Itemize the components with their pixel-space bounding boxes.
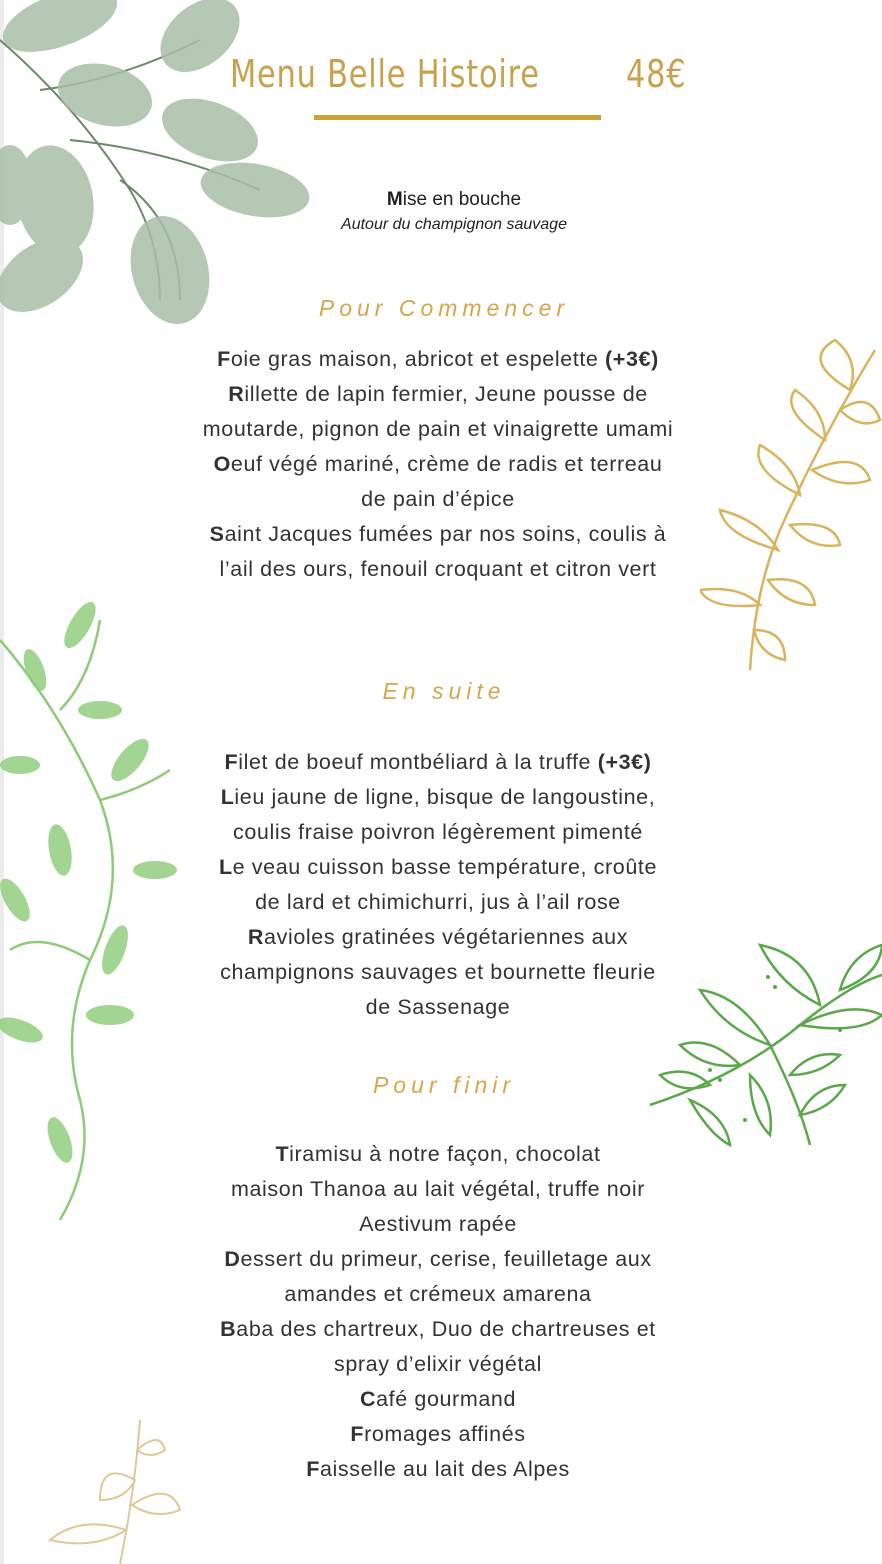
dish-initial: R — [247, 925, 265, 949]
dish-initial: O — [213, 452, 231, 476]
amuse-bouche-label — [254, 187, 654, 213]
dish-item — [160, 377, 716, 447]
menu-title: Menu Belle Histoire — [230, 52, 540, 96]
dish-text: ise en bouche — [402, 189, 522, 210]
desserts-list — [170, 1137, 706, 1487]
dish-initial: C — [359, 1387, 377, 1411]
dish-text: e veau cuisson basse température, croûte de lard et chimichurri, jus à l’ail rose — [232, 855, 658, 914]
dish-text: afé gourmand — [376, 1387, 516, 1411]
mains-list — [170, 745, 706, 1025]
dish-text: euf végé mariné, crème de radis et terreau de pain d’épice — [230, 452, 663, 511]
starters-list — [160, 342, 716, 587]
dish-item — [170, 1312, 706, 1382]
amuse-bouche-description: Autour du champignon sauvage — [341, 216, 567, 233]
dish-item — [160, 447, 716, 517]
dish-initial: F — [350, 1422, 365, 1446]
dish-text: oie gras maison, abricot et espelette — [230, 347, 606, 371]
dish-text: iramisu à notre façon, chocolat maison Thanoa au lait végétal, truffe noir Aestivum rapée — [230, 1142, 646, 1236]
dish-initial: S — [209, 522, 225, 546]
dish-item — [160, 517, 716, 587]
menu-price: 48€ — [626, 52, 687, 96]
section-heading-desserts: Pour finir — [372, 1072, 516, 1098]
dish-initial: R — [228, 382, 245, 406]
dish-initial: M — [386, 189, 403, 210]
dish-item — [170, 1452, 706, 1487]
dish-initial: B — [220, 1317, 237, 1341]
gold-fern-icon — [700, 330, 882, 675]
dish-text: essert du primeur, cerise, feuilletage aux amandes et crémeux amarena — [240, 1247, 652, 1306]
dish-item — [170, 1417, 706, 1452]
dish-item — [170, 1242, 706, 1312]
dish-text: aint Jacques fumées par nos soins, coulis à l’ail des ours, fenouil croquant et citron vert — [219, 522, 667, 581]
dish-initial: D — [224, 1247, 241, 1271]
dish-text: aisselle au lait des Alpes — [319, 1457, 570, 1481]
dish-initial: F — [224, 750, 239, 774]
supplement-badge: (+3€) — [605, 347, 659, 371]
dish-item — [170, 920, 706, 1025]
section-heading-starters: Pour Commencer — [318, 295, 570, 321]
dish-item — [170, 850, 706, 920]
gold-sprig-icon — [40, 1420, 190, 1564]
supplement-badge: (+3€) — [597, 750, 652, 774]
green-vine-icon — [0, 600, 180, 1220]
dish-item — [160, 342, 716, 377]
dish-text: romages affinés — [364, 1422, 526, 1446]
dish-text: aba des chartreux, Duo de chartreuses et spray d’elixir végétal — [236, 1317, 656, 1376]
eucalyptus-leaves-icon — [0, 0, 330, 340]
dish-text: ilet de boeuf montbéliard à la truffe — [238, 750, 598, 774]
dish-initial: F — [306, 1457, 320, 1481]
dish-item — [170, 1382, 706, 1417]
dish-text: avioles gratinées végétariennes aux champignons sauvages et bournette fleurie de Sassenage — [220, 925, 656, 1019]
dish-text: ieu jaune de ligne, bisque de langoustine, coulis fraise poivron légèrement pimenté — [232, 785, 656, 844]
dish-initial: F — [217, 347, 231, 371]
dish-item — [170, 745, 706, 780]
dish-text: illette de lapin fermier, Jeune pousse de moutarde, pignon de pain et vinaigrette umami — [202, 382, 674, 441]
title-underline — [314, 115, 601, 120]
dish-item — [170, 1137, 706, 1242]
section-heading-mains: En suite — [382, 678, 506, 704]
amuse-bouche — [254, 187, 654, 237]
dish-initial: T — [275, 1142, 290, 1166]
dish-initial: L — [220, 785, 235, 809]
dish-item — [170, 780, 706, 850]
dish-initial: L — [218, 855, 233, 879]
